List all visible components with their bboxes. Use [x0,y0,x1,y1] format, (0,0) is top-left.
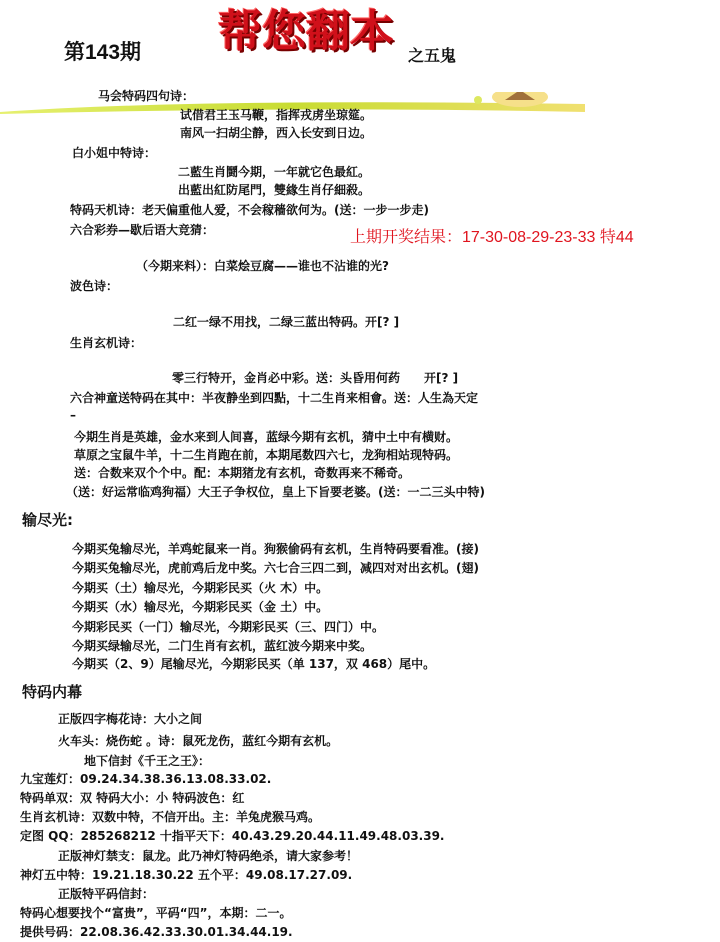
poem-heading: 白小姐中特诗： [72,146,157,160]
poem-line: 六合神童送特码在其中：半夜静坐到四點，十二生肖来相會。送：人生為天定 [70,391,479,405]
info-line: 九宝莲灯：09.24.34.38.36.13.08.33.02. [20,772,272,786]
list-item: 今期买兔输尽光，虎前鸡后龙中奖。六七合三四二到，减四对对出玄机。(翅) [72,561,479,575]
list-item: 今期买（土）输尽光，今期彩民买（火 木）中。 [72,581,329,595]
info-line: 特码心想要找个“富贵”，平码“四”，本期：二一。 [20,906,292,920]
dash: – [70,408,76,422]
poem-line: 送：合数来双个个中。配：本期猪龙有玄机，奇数再来不稀奇。 [74,466,411,480]
poem-line: （送：好运常临鸡狗福）大王子争权位，皇上下旨要老婆。(送：一二三头中特) [66,485,485,499]
last-draw-result: 上期开奖结果：17-30-08-29-23-33 特44 [350,229,634,246]
poem-heading: 生肖玄机诗： [70,336,143,350]
info-line: 地下信封《千王之王》： [84,754,211,768]
info-line: 正版神灯禁支：鼠龙。此乃神灯特码绝杀，请大家参考！ [58,849,359,863]
poem-line: 二藍生肖鬪今期，一年就它色最紅。 [178,165,371,179]
info-line: 特码单双：双 特码大小：小 特码波色：红 [20,791,245,805]
section-heading-temaneimu: 特码内幕 [22,683,83,701]
info-line: 定图 QQ：285268212 十指平天下：40.43.29.20.44.11.49.48.03.39. [20,829,445,843]
info-line: 火车头：烧伤蛇 。诗：鼠死龙伤，蓝红今期有玄机。 [58,734,339,748]
poem-heading: 波色诗： [70,279,119,293]
poem-line: 试借君王玉马鞭，指挥戎虏坐琼筵。 [180,108,373,122]
page-subtitle: 之五鬼 [408,46,457,65]
poem-heading: 马会特码四句诗： [98,89,195,103]
poem-line: 出藍出紅防尾門，雙緣生肖仔細殺。 [178,183,371,197]
info-line: 正版四字梅花诗：大小之间 [58,712,203,726]
info-line: 提供号码：22.08.36.42.33.30.01.34.44.19. [20,925,293,939]
section-heading-shujinguang: 输尽光: [22,511,73,529]
poem-line: （今期来料）：白菜烩豆腐——谁也不沾谁的光? [136,259,389,273]
poem-line: 特码天机诗：老天偏重他人爱，不会稼穑欲何为。(送：一步一步走) [70,203,429,217]
info-line: 生肖玄机诗：双数中特，不信开出。主：羊兔虎猴马鸡。 [20,810,321,824]
list-item: 今期买（2、9）尾输尽光，今期彩民买（单 137，双 468）尾中。 [72,657,436,671]
info-line: 正版特平码信封： [58,887,155,901]
page-title-logo: 帮您翻本 [218,6,394,57]
list-item: 今期买绿输尽光，二门生肖有玄机，蓝红波今期来中奖。 [72,639,373,653]
issue-number: 第143期 [64,41,142,64]
poem-line: 二红一绿不用找，二绿三蓝出特码。开[? ] [173,315,400,329]
list-item: 今期买兔输尽光，羊鸡蛇鼠来一肖。狗猴偷码有玄机，生肖特码要看准。(接) [72,542,479,556]
poem-line: 零三行特开，金肖必中彩。送：头昏用何药 开[? ] [172,371,459,385]
poem-line: 草原之宝鼠牛羊，十二生肖跑在前，本期尾数四六七，龙狗相站现特码。 [74,448,459,462]
list-item: 今期彩民买（一门）输尽光，今期彩民买（三、四门）中。 [72,620,385,634]
poem-line: 今期生肖是英雄，金水来到人间喜，蓝绿今期有玄机，猜中土中有横财。 [74,430,459,444]
poem-line: 南风一扫胡尘静，西入长安到日边。 [180,126,373,140]
info-line: 神灯五中特：19.21.18.30.22 五个平：49.08.17.27.09. [20,868,353,882]
list-item: 今期买（水）输尽光，今期彩民买（金 土）中。 [72,600,329,614]
poem-heading: 六合彩券—歇后语大竞猜： [70,223,215,237]
